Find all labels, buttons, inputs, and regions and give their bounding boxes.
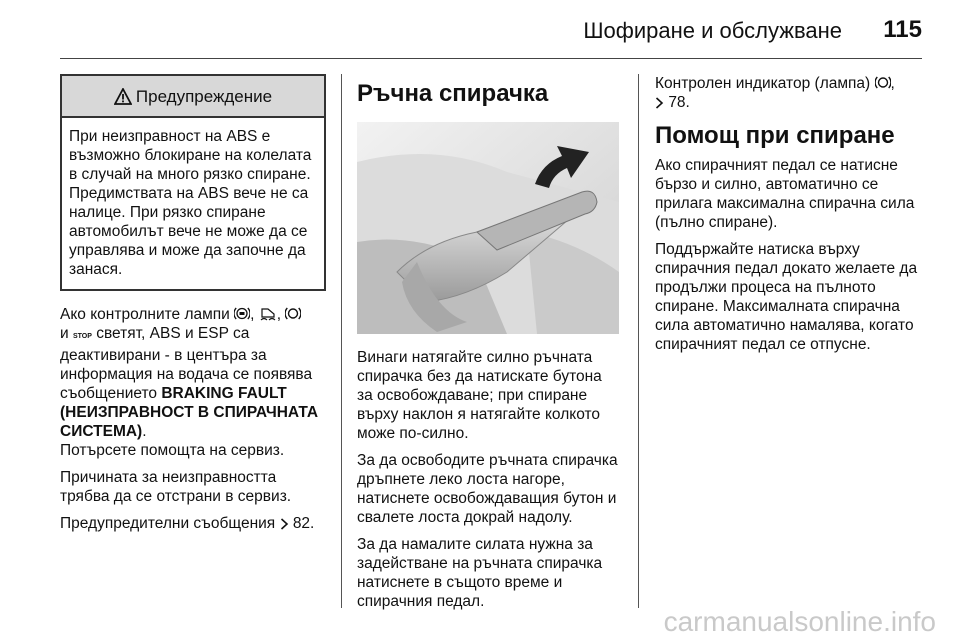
handbrake-illustration xyxy=(357,122,619,334)
warning-box xyxy=(60,74,326,291)
handbrake-heading: Ръчна спирачка xyxy=(357,80,549,107)
section-title: Шофиране и обслужване xyxy=(583,18,842,43)
indicator-ref-paragraph: Контролен индикатор (лампа) , 78. xyxy=(655,75,895,111)
watermark: carmanualsonline.info xyxy=(663,606,936,637)
stop-lamp-label: STOP xyxy=(72,333,92,340)
column-divider-1 xyxy=(341,74,342,608)
brake-assist-paragraph-2: Поддържайте натиска върху спирачния педал докато желаете да продължи процеса на пълното спиране. Максималната спирачна сила автоматично намалява, когато спирачният педал се отпусне. xyxy=(655,241,918,353)
indicator-ref-text: Контролен индикатор (лампа) xyxy=(655,75,871,92)
abs-paragraph: Ако контролните лампи , , и STOP светят, ABS и ESP са деактивирани - в центъра за информация на водача се появява съобщението BRAKING FAULT (НЕИЗПРАВНОСТ В СПИРАЧНАТА СИСТЕМА). Потърсете помощта на сервиз. xyxy=(60,306,319,459)
warnings-ref-page: 82. xyxy=(292,515,315,532)
page-number: 115 xyxy=(883,16,922,43)
handbrake-apply-paragraph: Винаги натягайте силно ръчната спирачка без да натискате бутона за освобождаване; при спиране върху наклон я натягайте колкото може по-силно. xyxy=(357,349,602,442)
column-left xyxy=(60,74,326,541)
warnings-ref-text: Предупредителни съобщения xyxy=(60,515,276,532)
reference-arrow-icon xyxy=(655,97,664,109)
warnings-ref-paragraph xyxy=(60,514,326,533)
handbrake-release-paragraph: За да освободите ръчната спирачка дръпнете леко лоста нагоре, натиснете освобождаващия бутон и свалете лоста докрай надолу. xyxy=(357,452,618,526)
abs-text-tail: Потърсете помощта на сервиз. xyxy=(60,442,285,459)
esp-lamp-icon xyxy=(259,306,277,321)
abs-text-rest: светят, ABS и ESP са деактивирани - в центъра за информация на водача се появява съобщението xyxy=(60,325,313,402)
abs-lamp-icon xyxy=(234,306,250,321)
warning-header xyxy=(62,76,324,118)
braking-fault-message: BRAKING FAULT (НЕИЗПРАВНОСТ В СПИРАЧНАТА СИСТЕМА) xyxy=(60,385,319,440)
column-divider-2 xyxy=(638,74,639,608)
warning-triangle-icon xyxy=(114,88,132,105)
abs-text-end: . xyxy=(142,423,147,440)
brake-lamp-icon xyxy=(875,75,891,90)
handbrake-pedal-paragraph: За да намалите силата нужна за задействане на ръчната спирачка натиснете в същото време и спирачния педал. xyxy=(357,536,603,610)
brake-assist-paragraph-1: Ако спирачният педал се натисне бързо и силно, автоматично се прилага максимална спирачна сила (пълно спиране). xyxy=(655,157,915,231)
warning-body: При неизправност на ABS е възможно блокиране на колелата в случай на много рязко спиране. Предимствата на ABS вече не са налице. При рязко спиране автомобилът вече не може да се управлява и може да започне да занася. xyxy=(69,128,312,278)
brake-lamp-icon xyxy=(285,306,301,321)
reference-arrow-icon xyxy=(280,518,289,530)
indicator-ref-page: 78. xyxy=(668,94,690,111)
header-rule xyxy=(60,58,922,59)
column-middle xyxy=(357,74,619,619)
warning-title: Предупреждение xyxy=(135,86,273,106)
page-header xyxy=(0,0,960,60)
repair-paragraph: Причината за неизправността трябва да се отстрани в сервиз. xyxy=(60,469,292,505)
brake-assist-heading: Помощ при спиране xyxy=(655,122,895,149)
and-text: и xyxy=(60,325,69,342)
abs-text-prefix: Ако контролните лампи xyxy=(60,306,230,323)
column-right xyxy=(655,74,921,362)
